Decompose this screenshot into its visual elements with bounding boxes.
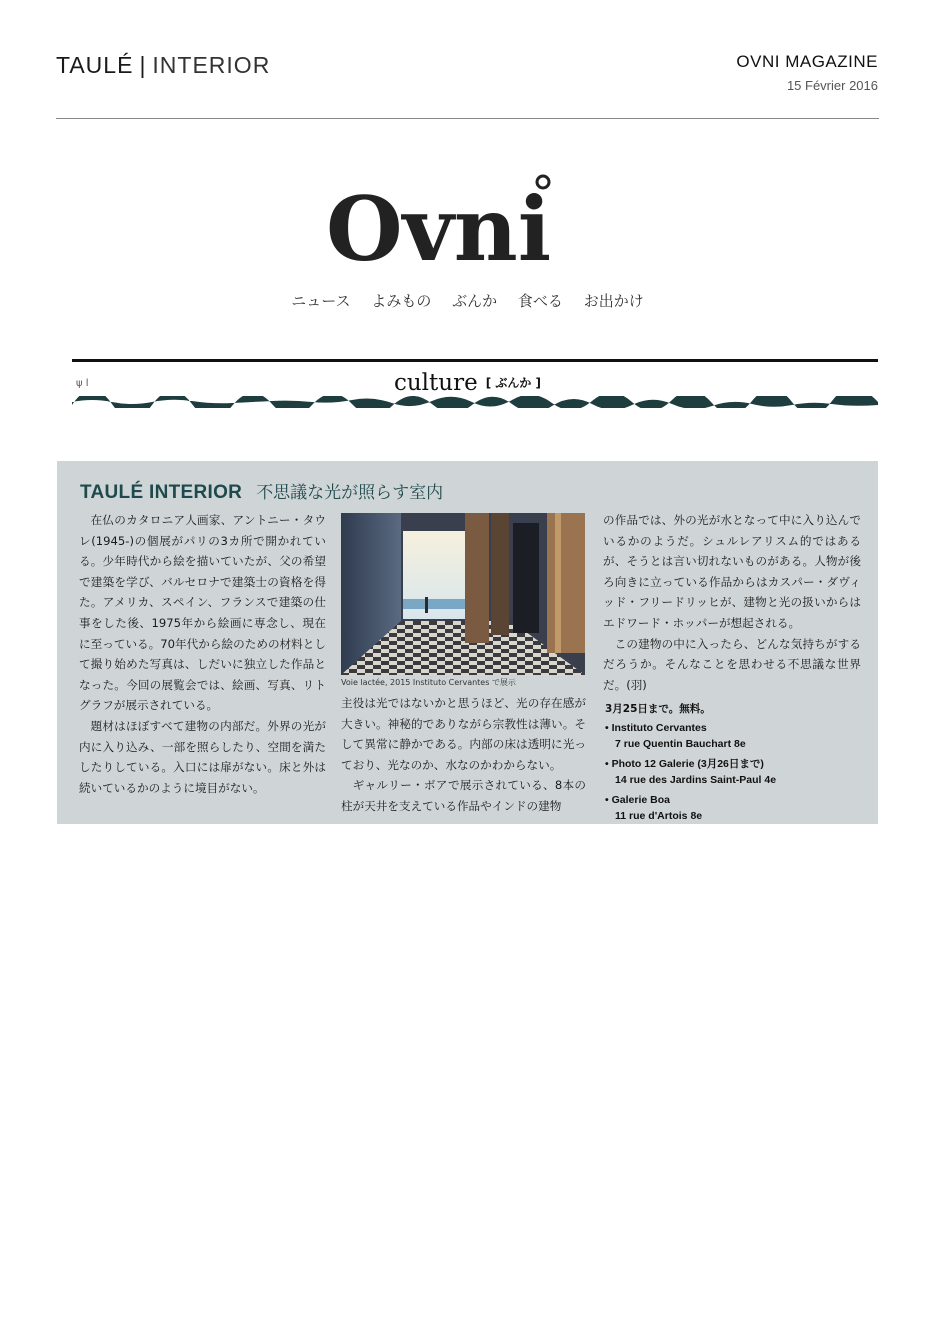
publication-name: OVNI MAGAZINE bbox=[736, 52, 878, 71]
nav-item-food[interactable]: 食べる bbox=[517, 292, 563, 310]
venue-item bbox=[605, 792, 776, 824]
brand-subtitle: INTERIOR bbox=[152, 52, 271, 78]
venue-item bbox=[605, 720, 776, 752]
brand-header bbox=[56, 52, 270, 79]
article-column-3 bbox=[603, 510, 861, 695]
article-headline bbox=[80, 478, 443, 504]
article-title-jp: 不思議な光が照らす室内 bbox=[256, 483, 444, 503]
section-word: culture bbox=[393, 370, 478, 396]
nav-item-news[interactable]: ニュース bbox=[291, 292, 351, 310]
nav-item-reading[interactable]: よみもの bbox=[371, 292, 432, 310]
logo-text: Ovni bbox=[326, 177, 552, 278]
nav-item-outing[interactable]: お出かけ bbox=[583, 292, 644, 310]
paragraph: 題材はほぼすべて建物の内部だ。外界の光が内に入り込み、一部を照らしたり、空間を満たしたりしている。入口には扉がない。床と外は続いているかのように境目がない。 bbox=[79, 718, 326, 795]
exhibition-dates: 3月25日まで。無料。 bbox=[605, 703, 711, 715]
exhibition-info bbox=[605, 701, 776, 824]
painting-image bbox=[341, 513, 585, 675]
ovni-logo bbox=[318, 168, 568, 278]
venue-name: • Photo 12 Galerie (3月26日まで) bbox=[605, 758, 764, 770]
article-title-en: TAULÉ INTERIOR bbox=[80, 482, 243, 503]
masthead-nav bbox=[0, 290, 935, 311]
venue-address: 7 rue Quentin Bauchart 8e bbox=[615, 738, 746, 750]
section-kana: [ ぶんか ] bbox=[485, 376, 542, 390]
section-wave-rule bbox=[72, 396, 878, 408]
section-title bbox=[0, 370, 935, 396]
article-column-1 bbox=[79, 510, 326, 798]
venue-address: 11 rue d'Artois 8e bbox=[615, 810, 703, 822]
section-page-mark: ψ l bbox=[76, 378, 89, 389]
paragraph: この建物の中に入ったら、どんな気持ちがするだろうか。そんなことを思わせる不思議な世界だ。(羽) bbox=[603, 636, 861, 692]
venue-name: • Instituto Cervantes bbox=[605, 722, 707, 734]
publication-info bbox=[736, 52, 878, 93]
venue-item bbox=[605, 756, 776, 788]
venue-name: • Galerie Boa bbox=[605, 794, 670, 806]
paragraph: ギャルリー・ボアで展示されている、8本の柱が天井を支えている作品やインドの建物 bbox=[341, 778, 586, 813]
article-box bbox=[57, 461, 878, 824]
paragraph: の作品では、外の光が水となって中に入り込んでいるかのようだ。シュルレアリスム的ではあるが、そうとは言い切れないものがある。人物が後ろ向きに立っている作品からはカスパー・ダヴィッド・フリードリッヒが、建物と光の扱いからはエドワード・ホッパーが想起される。 bbox=[603, 513, 861, 630]
article-column-2 bbox=[341, 693, 586, 817]
brand-name: TAULÉ bbox=[56, 52, 134, 78]
brand-separator: | bbox=[139, 52, 147, 78]
paragraph: 在仏のカタロニア人画家、アントニー・タウレ(1945-)の個展がパリの3カ所で開かれている。少年時代から絵を描いていたが、父の希望で建築を学び、バルセロナで建築士の資格を得た。アメリカ、スペイン、フランスで建築の仕事をした後、1975年から絵画に専念し、現在に至っている。70年代から絵のための材料として撮り始めた写真は、しだいに独立した作品となった。今回の展覧会では、絵画、写真、リトグラフが展示されている。 bbox=[79, 513, 326, 713]
header-divider bbox=[56, 118, 879, 119]
section-band-rule bbox=[72, 359, 878, 362]
nav-item-culture[interactable]: ぶんか bbox=[452, 292, 498, 310]
venue-address: 14 rue des Jardins Saint-Paul 4e bbox=[615, 774, 777, 786]
image-caption: Voie lactée, 2015 Instituto Cervantes で展示 bbox=[341, 678, 516, 687]
paragraph: 主役は光ではないかと思うほど、光の存在感が大きい。神秘的でありながら宗教性は薄い。そして異常に静かである。内部の床は透明に光っており、光なのか、水なのかわからない。 bbox=[341, 696, 586, 772]
publication-date: 15 Février 2016 bbox=[786, 78, 878, 93]
